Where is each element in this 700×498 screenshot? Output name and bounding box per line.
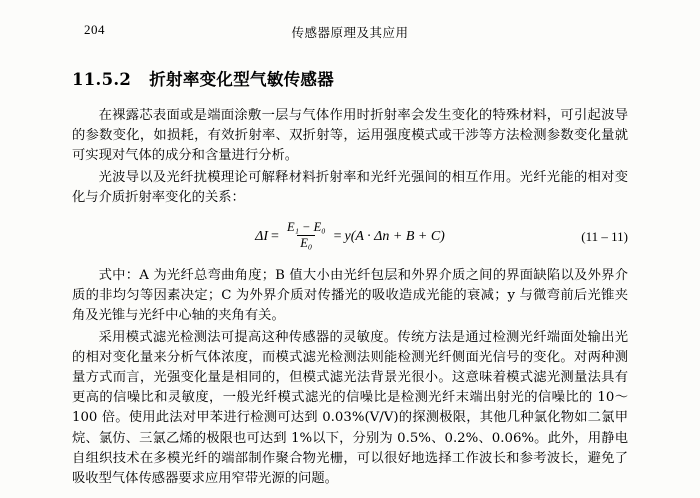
equation-right-equals: = <box>333 228 342 244</box>
equation-row <box>72 217 628 257</box>
paragraph-2: 光波导以及光纤扰模理论可解释材料折射率和光纤光强间的相互作用。光纤光能的相对变化与介质折射率变化的关系： <box>72 169 628 205</box>
paragraph-3: 式中：A 为光纤总弯曲角度；B 值大小由光纤包层和外界介质之间的界面缺陷以及外界介质的非均匀等因素决定；C 为外界介质对传播光的吸收造成光能的衰减；y 与微弯前后光锥夹角及光锥与光纤中心轴的夹角有关。 <box>72 268 628 324</box>
page-header <box>0 22 700 44</box>
paragraph-4: 采用模式滤光检测法可提高这种传感器的灵敏度。传统方法是通过检测光纤端面处输出光的相对变化量来分析气体浓度，而模式滤光检测法则能检测光纤侧面光信号的变化。对两种测量方式而言，光强变化量是相同的，但模式滤光法背景光很小。这意味着模式滤光测量法具有更高的信噪比和灵敏度，一般光纤模式滤光的信噪比是检测光纤末端出射光的信噪比的 10～100 倍。使用此法对甲苯进行检测可达到 0.03%(V/V)的探测极限，其他几种氯化物如二氯甲烷、氯仿、三氯乙烯的极限也可达到 1%以下，分别为 0.5%、0.2%、0.06%。此外，用静电自组织技术在多模光纤的端部制作聚合物光栅，可以很好地选择工作波长和参考波长，避免了吸收型气体传感器要求应用窄带光源的问题。 <box>72 329 628 487</box>
equation-right-side: y(A · Δn + B + C) <box>344 228 445 244</box>
equation-numerator: E₁ − E₀ <box>286 220 326 235</box>
running-title: 传感器原理及其应用 <box>291 25 409 40</box>
page-content <box>72 66 628 494</box>
section-title: 折射率变化型气敏传感器 <box>149 70 335 89</box>
equation-number: (11 – 11) <box>581 229 628 245</box>
section-number: 11.5.2 <box>72 70 132 89</box>
equation-delta-i: ΔI <box>255 228 269 244</box>
equation-formula <box>72 221 628 252</box>
page-number: 204 <box>84 22 105 37</box>
equation-fraction <box>284 220 329 251</box>
equation-equals: = <box>271 228 279 244</box>
section-heading <box>72 66 628 90</box>
equation-denominator: E₀ <box>297 235 315 251</box>
paragraph-1: 在裸露芯表面或是端面涂敷一层与气体作用时折射率会发生变化的特殊材料，可引起波导的参数变化，如损耗，有效折射率、双折射等，运用强度模式或干涉等方法检测参数变化量就可实现对气体的成分和含量进行分析。 <box>72 108 628 164</box>
